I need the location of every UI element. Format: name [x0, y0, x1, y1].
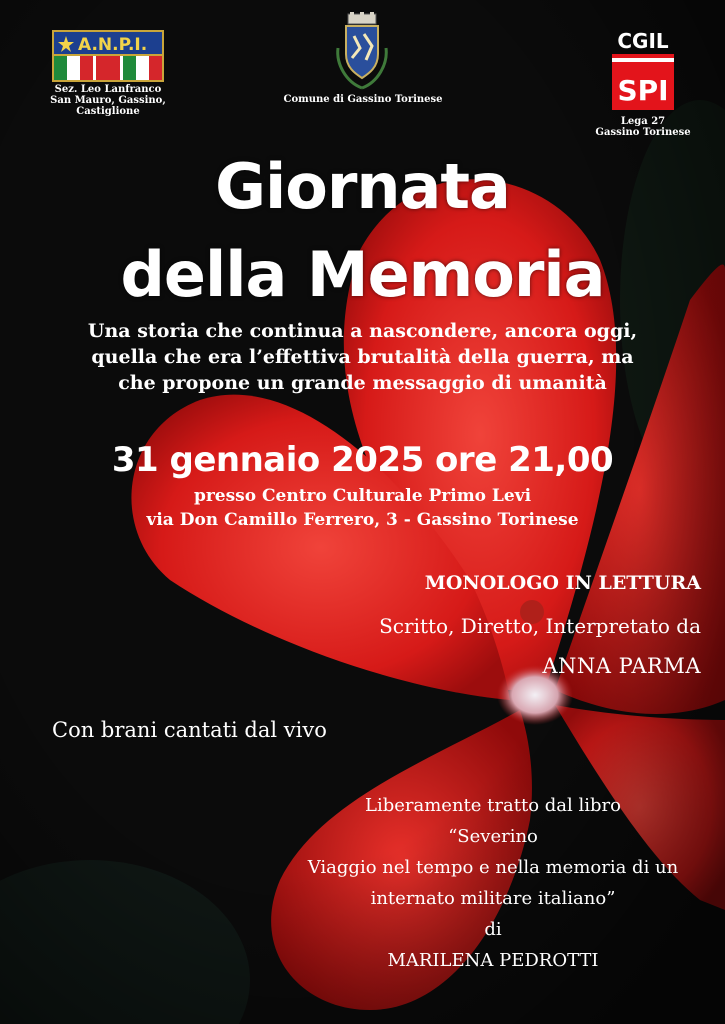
svg-text:CGIL: CGIL: [617, 29, 669, 53]
cgil-spi-logo-icon: [610, 28, 676, 112]
subtitle-line: che propone un grande messaggio di umanità: [118, 372, 607, 394]
anpi-caption-line: San Mauro, Gassino,: [50, 95, 166, 106]
cgil-caption-line: Gassino Torinese: [595, 127, 691, 138]
comune-coat-of-arms-icon: [328, 12, 396, 92]
event-date: 31 gennaio 2025 ore 21,00: [111, 440, 614, 480]
monologue-author: ANNA PARMA: [542, 654, 701, 678]
svg-text:SPI: SPI: [617, 74, 669, 107]
book-line: Liberamente tratto dal libro: [365, 795, 621, 816]
event-venue: [0, 484, 725, 532]
cgil-caption-line: Lega 27: [620, 116, 666, 127]
page-title-line: Giornata: [215, 150, 510, 223]
page-title-line: della Memoria: [120, 238, 605, 311]
anpi-caption-line: Castiglione: [76, 106, 140, 117]
anpi-caption: [40, 84, 176, 117]
monologue-title: MONOLOGO IN LETTURA: [424, 572, 701, 594]
songs-note: Con brani cantati dal vivo: [52, 718, 327, 742]
comune-caption: Comune di Gassino Torinese: [283, 94, 443, 105]
book-line: internato militare italiano”: [370, 888, 616, 909]
venue-line: via Don Camillo Ferrero, 3 - Gassino Torinese: [146, 510, 579, 530]
book-author: MARILENA PEDROTTI: [387, 950, 599, 971]
book-line: “Severino: [448, 826, 538, 847]
book-credit: [283, 790, 703, 976]
subtitle-line: Una storia che continua a nascondere, ancora oggi,: [87, 320, 638, 342]
monologue-credits: Scritto, Diretto, Interpretato da: [379, 614, 701, 638]
cgil-caption: [590, 116, 696, 138]
subtitle-line: quella che era l’effettiva brutalità della guerra, ma: [91, 346, 634, 368]
subtitle: [20, 318, 705, 396]
anpi-caption-line: Sez. Leo Lanfranco: [54, 84, 162, 95]
book-line: Viaggio nel tempo e nella memoria di un: [307, 857, 679, 878]
anpi-logo-icon: [52, 30, 164, 82]
venue-line: presso Centro Culturale Primo Levi: [193, 486, 532, 506]
book-line: di: [484, 919, 502, 940]
svg-text:A.N.P.I.: A.N.P.I.: [78, 35, 148, 55]
